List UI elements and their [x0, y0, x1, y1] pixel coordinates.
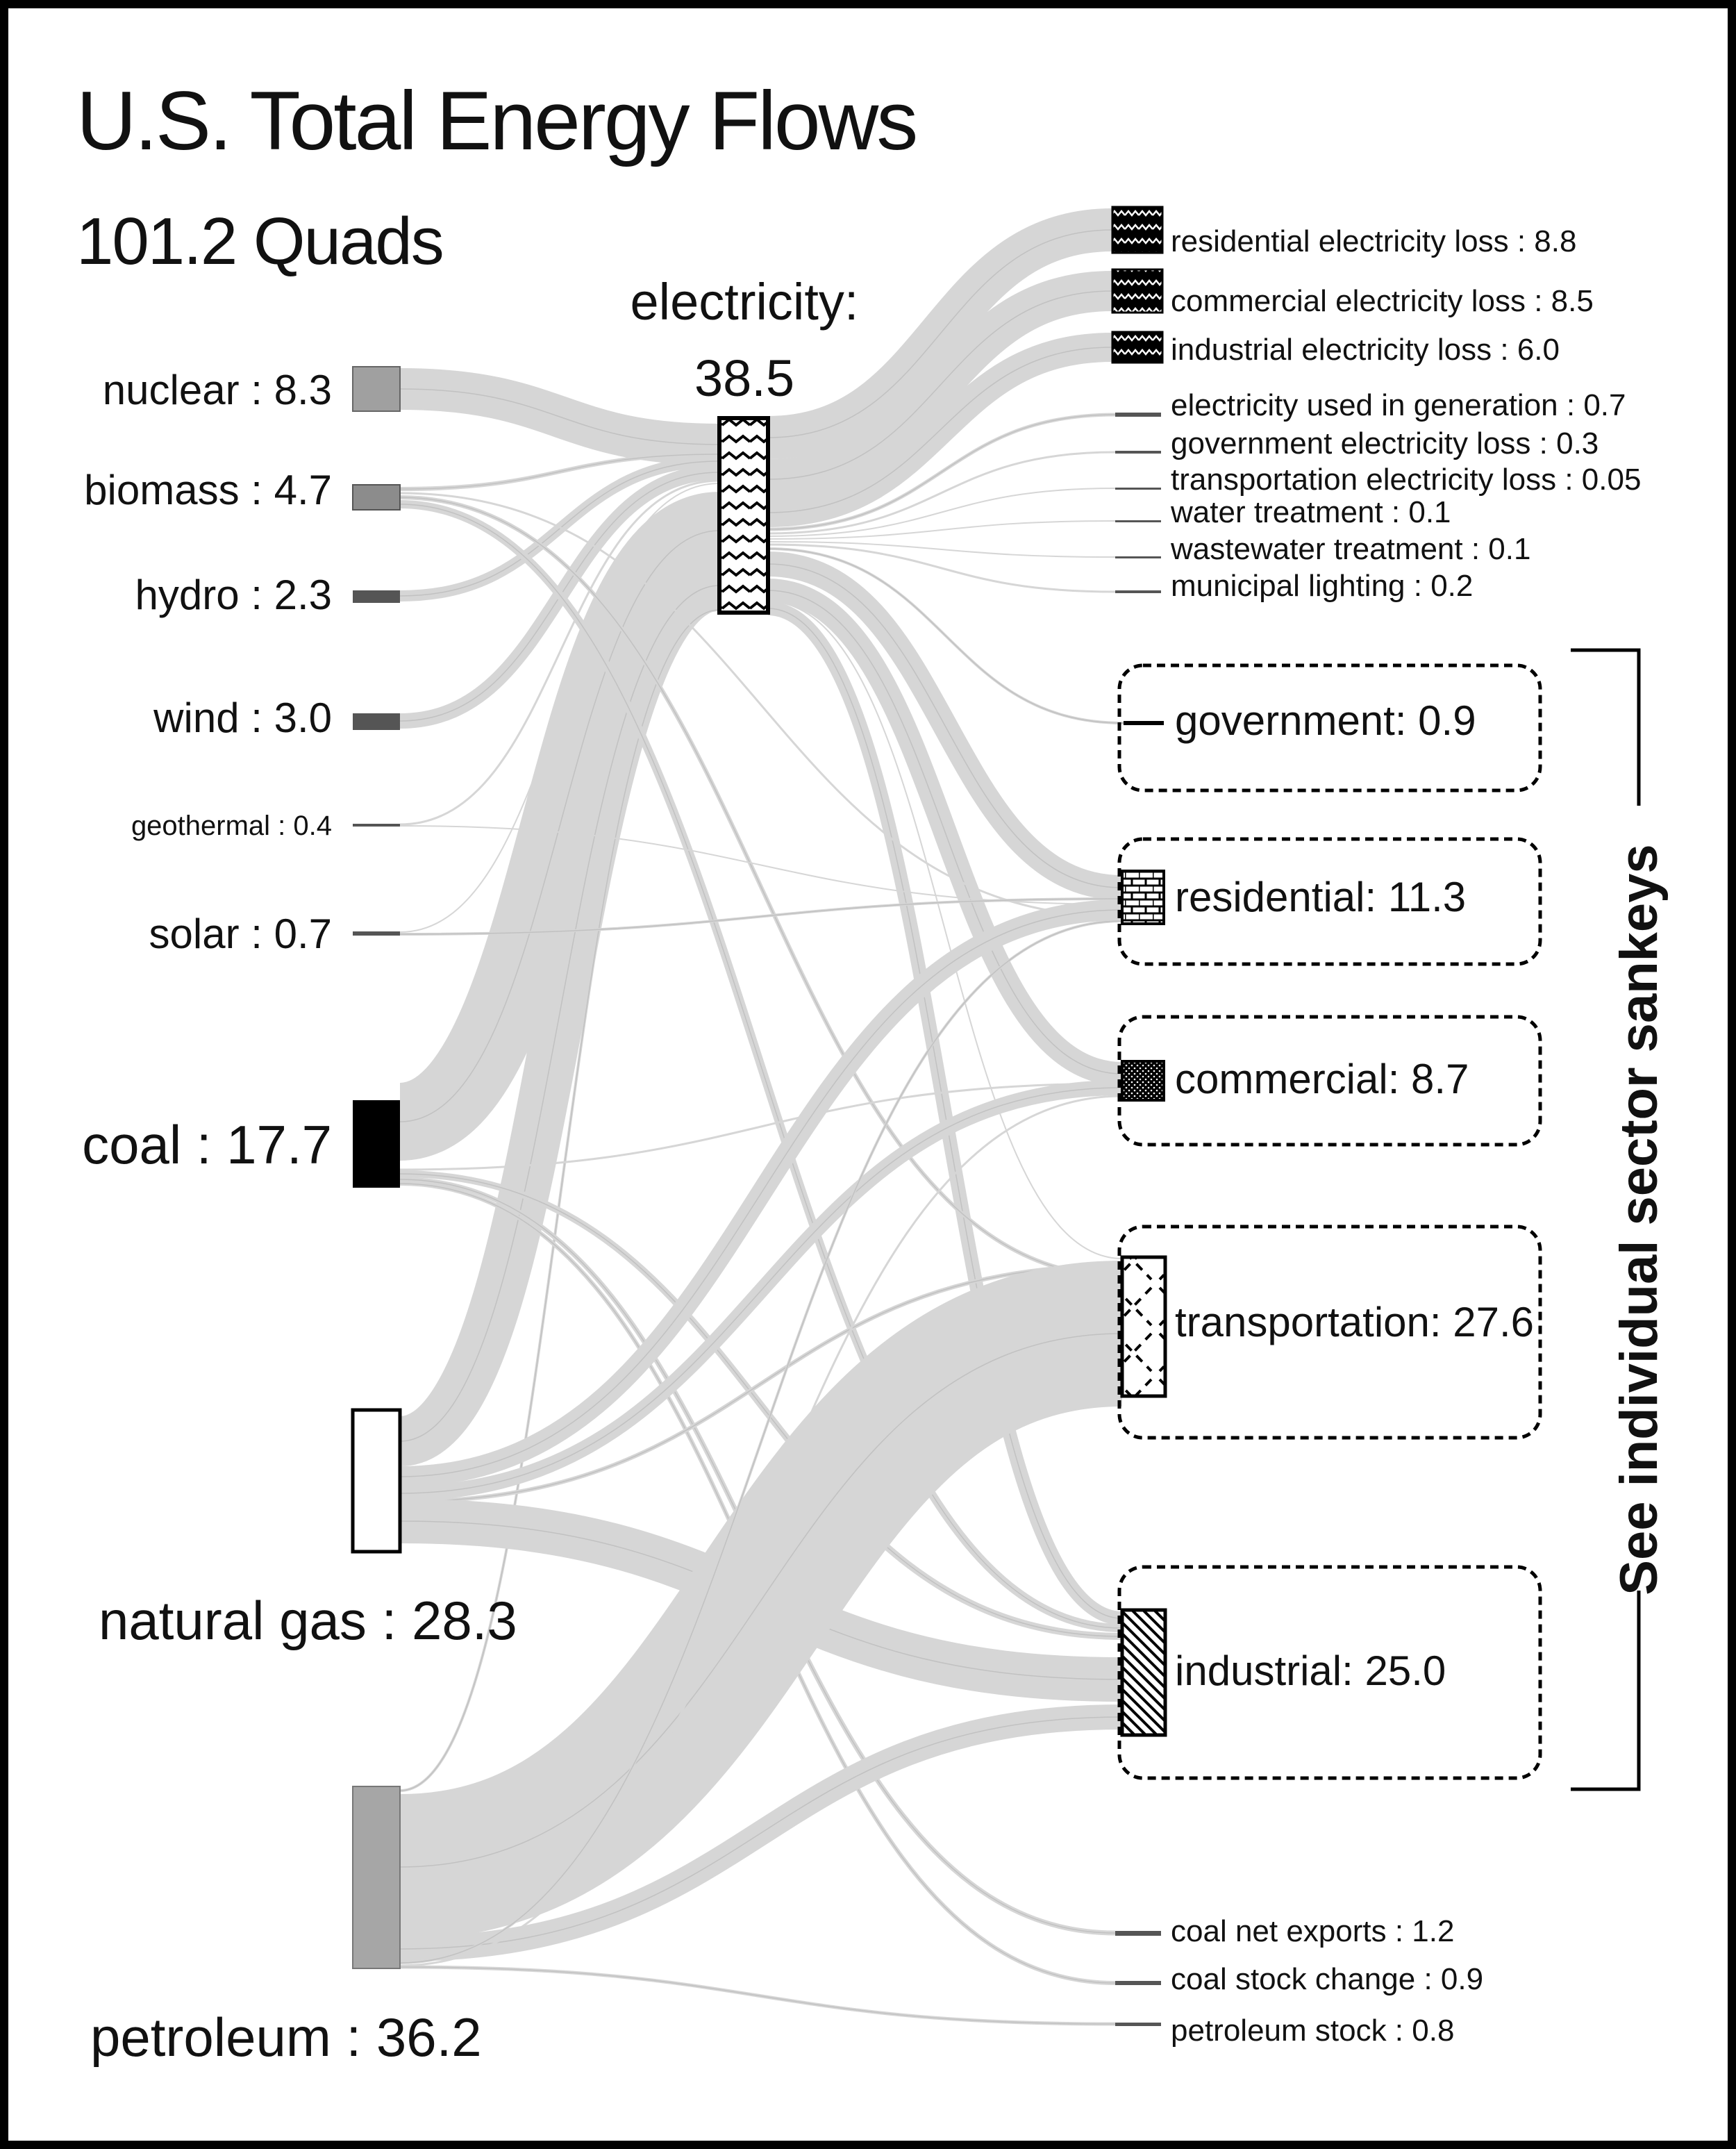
sink-label-municipal-lighting: municipal lighting : 0.2: [1171, 569, 1474, 603]
sector-label-residential: residential: 11.3: [1175, 874, 1467, 920]
source-node-wind: [353, 713, 400, 730]
sink-label-petroleum-stock: petroleum stock : 0.8: [1171, 2014, 1455, 2048]
sector-label-government: government: 0.9: [1175, 697, 1476, 744]
source-label-petroleum: petroleum : 36.2: [90, 2007, 482, 2068]
source-label-hydro: hydro : 2.3: [135, 572, 332, 618]
electricity-value: 38.5: [694, 349, 795, 407]
sink-label-commercial-electricity-loss: commercial electricity loss : 8.5: [1171, 284, 1594, 318]
sink-node-coal-stock-change: [1115, 1981, 1161, 1985]
sector-label-commercial: commercial: 8.7: [1175, 1056, 1469, 1102]
sector-node-industrial: [1122, 1610, 1165, 1735]
outer-frame: [4, 4, 1732, 2145]
source-label-biomass: biomass : 4.7: [84, 467, 332, 513]
source-node-natural-gas: [353, 1410, 400, 1552]
source-label-coal: coal : 17.7: [82, 1114, 332, 1175]
sink-node-wastewater-treatment: [1115, 556, 1161, 558]
sink-label-industrial-electricity-loss: industrial electricity loss : 6.0: [1171, 333, 1560, 367]
side-label-see-sector-sankeys: See individual sector sankeys: [1610, 844, 1669, 1595]
page-title: U.S. Total Energy Flows: [76, 74, 917, 167]
sector-label-industrial: industrial: 25.0: [1175, 1648, 1446, 1694]
sink-label-transportation-electricity-loss: transportation electricity loss : 0.05: [1171, 463, 1642, 497]
sink-node-petroleum-stock: [1115, 2023, 1161, 2026]
sink-label-electricity-used-in-generation: electricity used in generation : 0.7: [1171, 388, 1626, 422]
sector-node-residential: [1122, 871, 1164, 924]
source-node-petroleum: [353, 1786, 400, 1968]
sink-label-water-treatment: water treatment : 0.1: [1171, 495, 1451, 529]
sink-node-coal-net-exports: [1115, 1931, 1161, 1936]
sector-label-transportation: transportation: 27.6: [1175, 1299, 1535, 1345]
sink-node-industrial-electricity-loss: [1112, 332, 1162, 363]
source-node-biomass: [353, 485, 400, 510]
sector-node-transportation: [1122, 1257, 1165, 1396]
source-label-solar: solar : 0.7: [149, 911, 332, 957]
page-subtitle: 101.2 Quads: [76, 204, 443, 279]
sink-node-government-electricity-loss: [1115, 451, 1161, 454]
electricity-label: electricity:: [630, 273, 859, 331]
electricity-node: [719, 418, 768, 613]
sink-node-municipal-lighting: [1115, 590, 1161, 593]
sector-node-government: [1124, 721, 1164, 725]
source-node-coal: [353, 1100, 400, 1188]
source-node-nuclear: [353, 367, 400, 411]
source-label-natural-gas: natural gas : 28.3: [99, 1590, 517, 1651]
sink-node-transportation-electricity-loss: [1115, 488, 1161, 490]
source-label-nuclear: nuclear : 8.3: [102, 367, 332, 413]
sink-label-residential-electricity-loss: residential electricity loss : 8.8: [1171, 224, 1577, 258]
source-node-solar: [353, 931, 400, 936]
sink-label-coal-net-exports: coal net exports : 1.2: [1171, 1914, 1455, 1948]
sink-label-wastewater-treatment: wastewater treatment : 0.1: [1171, 532, 1531, 566]
source-node-hydro: [353, 590, 400, 603]
sink-label-government-electricity-loss: government electricity loss : 0.3: [1171, 426, 1599, 460]
sink-node-commercial-electricity-loss: [1112, 269, 1162, 313]
sink-label-coal-stock-change: coal stock change : 0.9: [1171, 1962, 1484, 1996]
sink-node-residential-electricity-loss: [1112, 207, 1162, 253]
sector-node-commercial: [1122, 1061, 1164, 1100]
source-label-wind: wind : 3.0: [153, 695, 332, 741]
source-node-geothermal: [353, 824, 400, 827]
sink-node-electricity-used-in-generation: [1115, 413, 1161, 417]
source-label-geothermal: geothermal : 0.4: [131, 811, 332, 841]
sink-node-water-treatment: [1115, 520, 1161, 522]
